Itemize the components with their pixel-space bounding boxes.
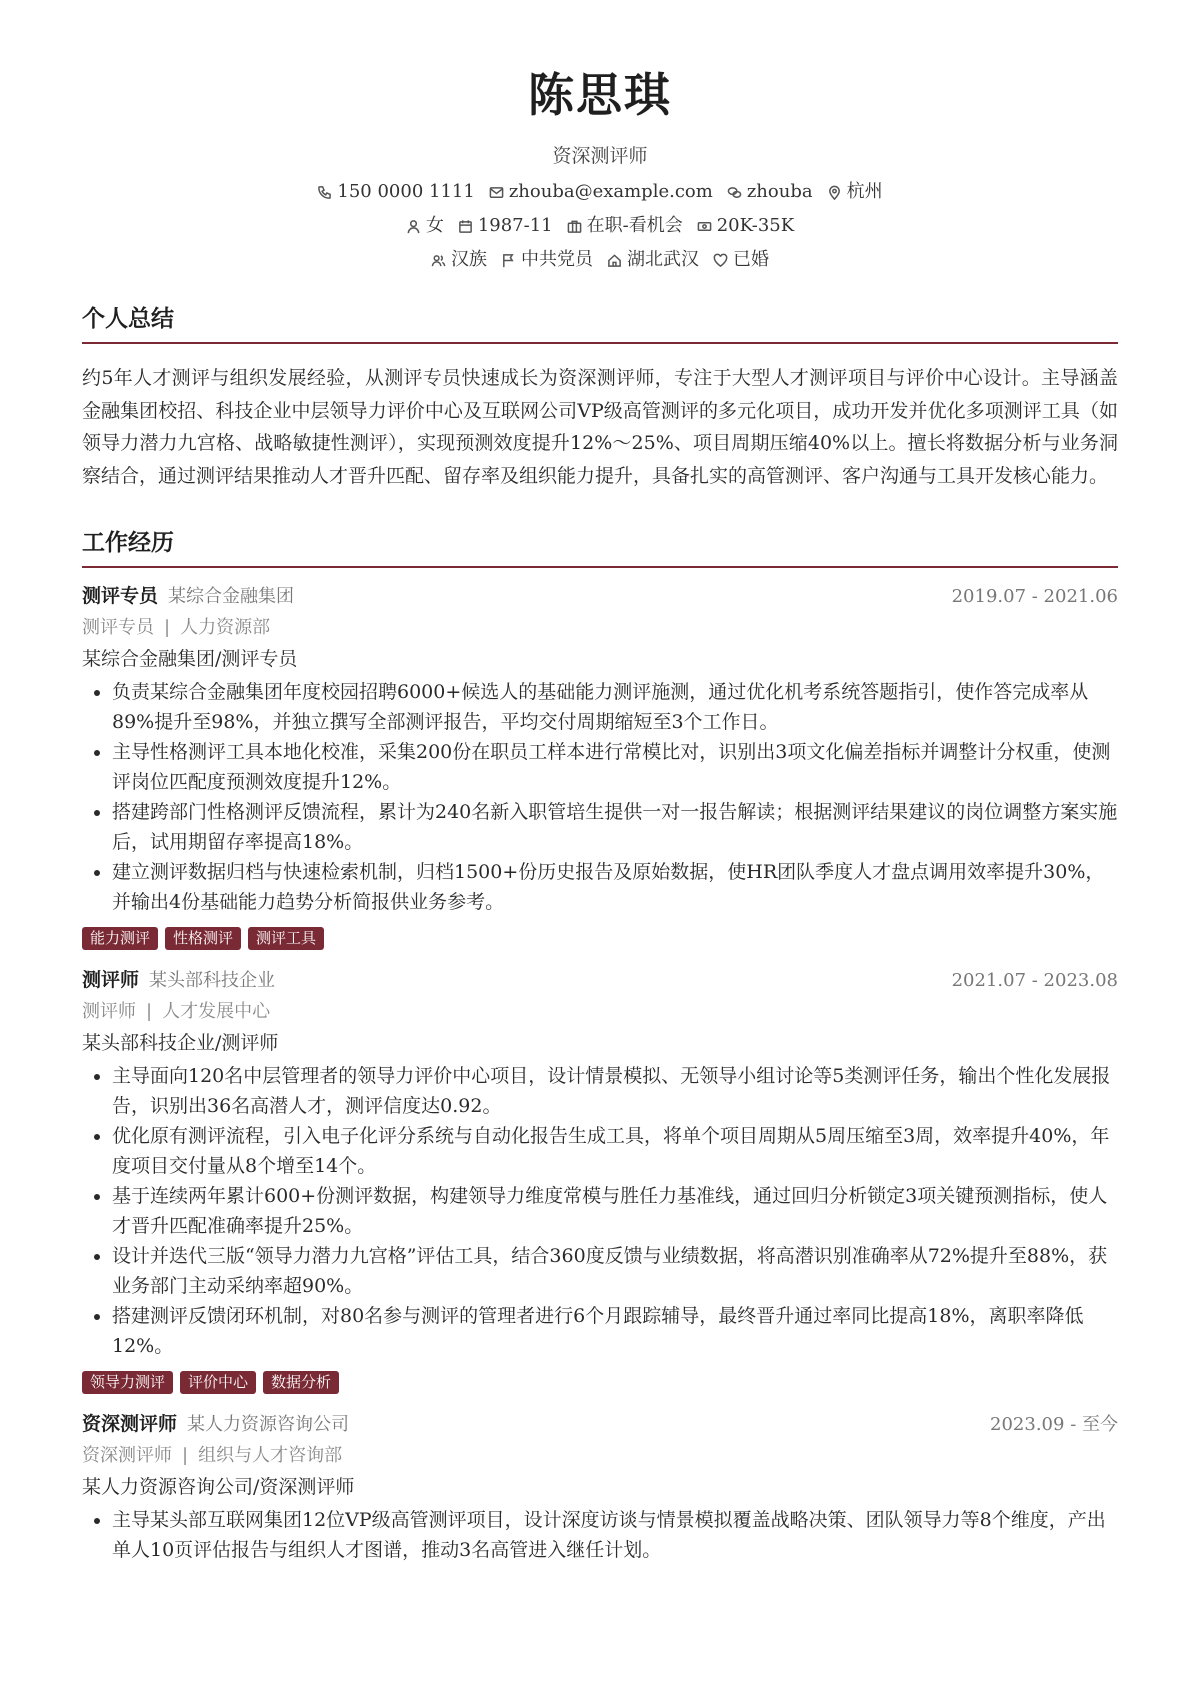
bullet-item: • 搭建跨部门性格测评反馈流程，累计为240名新入职管培生提供一对一报告解读；根据测评结果建议的岗位调整方案实施后，试用期留存率提高18%。 (112, 797, 1118, 857)
job-position: 测评专员 (82, 617, 154, 638)
job-company-role-line: 某人力资源咨询公司/资深测评师 (82, 1476, 355, 1498)
candidate-name: 陈思琪 (528, 68, 672, 122)
job-position: 资深测评师 (82, 1445, 172, 1466)
job-list (82, 582, 1118, 1565)
job-role: 测评师 (82, 969, 140, 991)
summary-section (82, 302, 1118, 492)
job-company-role-line: 某综合金融集团/测评专员 (82, 648, 298, 670)
info-text: 在职-看机会 (586, 215, 683, 236)
job-department: 人才发展中心 (162, 1001, 271, 1022)
job-company: 某人力资源咨询公司 (187, 1414, 350, 1435)
job-entry (82, 966, 1118, 1394)
bullet-item: • 设计并迭代三版“领导力潜力九宫格”评估工具，结合360度反馈与业绩数据，将高潜识别准确率从72%提升至88%，获业务部门主动采纳率超90%。 (112, 1241, 1118, 1301)
info-text: 20K-35K (716, 215, 795, 236)
bullet-item: • 优化原有测评流程，引入电子化评分系统与自动化报告生成工具，将单个项目周期从5周压缩至3周，效率提升40%，年度项目交付量从8个增至14个。 (112, 1121, 1118, 1181)
briefcase-icon (567, 219, 582, 234)
skill-tag: 能力测评 (82, 927, 158, 950)
job-entry (82, 1410, 1118, 1565)
candidate-title: 资深测评师 (552, 145, 648, 167)
section-title-summary: 个人总结 (82, 302, 1118, 344)
info-text: 杭州 (846, 181, 883, 202)
info-item (827, 180, 883, 204)
separator: | (182, 1445, 189, 1466)
job-position: 测评师 (82, 1001, 136, 1022)
background-row (82, 248, 1118, 272)
bullet-item: • 建立测评数据归档与快速检索机制，归档1500+份历史报告及原始数据，使HR团队季度人才盘点调用效率提升30%，并输出4份基础能力趋势分析简报供业务参考。 (112, 857, 1118, 917)
job-tags (82, 1371, 1118, 1394)
info-text: zhouba@example.com (508, 181, 713, 202)
people-icon (431, 253, 446, 268)
wechat-icon (727, 185, 742, 200)
bullet-item: • 主导性格测评工具本地化校准，采集200份在职员工样本进行常模比对，识别出3项文化偏差指标并调整计分权重，使测评岗位匹配度预测效度提升12%。 (112, 737, 1118, 797)
job-bullets (82, 677, 1118, 917)
info-text: zhouba (746, 181, 813, 202)
info-item (567, 214, 683, 238)
info-item (607, 248, 699, 272)
info-item (489, 180, 713, 204)
job-company: 某头部科技企业 (149, 970, 276, 991)
job-department: 组织与人才咨询部 (198, 1445, 343, 1466)
bullet-item: • 基于连续两年累计600+份测评数据，构建领导力维度常模与胜任力基准线，通过回归分析锁定3项关键预测指标，使人才晋升匹配准确率提升25%。 (112, 1181, 1118, 1241)
job-tags (82, 927, 1118, 950)
skill-tag: 测评工具 (248, 927, 324, 950)
heart-icon (713, 253, 728, 268)
bullet-item: • 搭建测评反馈闭环机制，对80名参与测评的管理者进行6个月跟踪辅导，最终晋升通过率同比提高18%，离职率降低12%。 (112, 1301, 1118, 1361)
job-role: 资深测评师 (82, 1413, 178, 1435)
experience-section (82, 526, 1118, 1565)
skill-tag: 性格测评 (165, 927, 241, 950)
info-item (697, 214, 794, 238)
job-company-role-line: 某头部科技企业/测评师 (82, 1032, 279, 1054)
bullet-item: • 主导某头部互联网集团12位VP级高管测评项目，设计深度访谈与情景模拟覆盖战略决策、团队领导力等8个维度，产出单人10页评估报告与组织人才图谱，推动3名高管进入继任计划。 (112, 1505, 1118, 1565)
job-role: 测评专员 (82, 585, 159, 607)
summary-text: 约5年人才测评与组织发展经验，从测评专员快速成长为资深测评师，专注于大型人才测评项目与评价中心设计。主导涵盖金融集团校招、科技企业中层领导力评价中心及互联网公司VP级高管测评的多元化项目，成功开发并优化多项测评工具（如领导力潜力九宫格、战略敏捷性测评），实现预测效度提升12%～25%、项目周期压缩40%以上。擅长将数据分析与业务洞察结合，通过测评结果推动人才晋升匹配、留存率及组织能力提升，具备扎实的高管测评、客户沟通与工具开发核心能力。 (82, 367, 1118, 487)
info-item (431, 248, 487, 272)
info-item (458, 214, 553, 238)
info-item (727, 180, 813, 204)
skill-tag: 数据分析 (263, 1371, 339, 1394)
job-subtitle (82, 1441, 1118, 1471)
phone-icon (317, 185, 332, 200)
contact-row (82, 180, 1118, 204)
money-icon (697, 219, 712, 234)
mail-icon (489, 185, 504, 200)
info-item (713, 248, 769, 272)
job-date: 2021.07 - 2023.08 (951, 970, 1118, 991)
job-subtitle (82, 997, 1118, 1027)
info-item (501, 248, 593, 272)
job-header (82, 1410, 1118, 1439)
info-text: 中共党员 (521, 249, 593, 270)
info-text: 150 0000 1111 (337, 181, 475, 202)
info-text: 女 (425, 215, 444, 236)
job-bullets (82, 1505, 1118, 1565)
person-icon (406, 219, 421, 234)
bullet-item: • 负责某综合金融集团年度校园招聘6000+候选人的基础能力测评施测，通过优化机考系统答题指引，使作答完成率从89%提升至98%，并独立撰写全部测评报告，平均交付周期缩短至3个工作日。 (112, 677, 1118, 737)
resume-header (82, 0, 1118, 272)
job-subtitle (82, 613, 1118, 643)
bullet-item: • 主导面向120名中层管理者的领导力评价中心项目，设计情景模拟、无领导小组讨论等5类测评任务，输出个性化发展报告，识别出36名高潜人才，测评信度达0.92。 (112, 1061, 1118, 1121)
info-text: 湖北武汉 (627, 249, 699, 270)
job-entry (82, 582, 1118, 950)
info-text: 已婚 (733, 249, 769, 270)
section-title-experience: 工作经历 (82, 526, 1118, 568)
job-header (82, 966, 1118, 995)
calendar-icon (458, 219, 473, 234)
flag-icon (501, 253, 516, 268)
separator: | (164, 617, 171, 638)
job-header (82, 582, 1118, 611)
info-item (406, 214, 444, 238)
info-item (317, 180, 474, 204)
job-company: 某综合金融集团 (168, 586, 295, 607)
job-date: 2023.09 - 至今 (990, 1414, 1118, 1435)
info-text: 1987-11 (477, 215, 553, 236)
job-department: 人力资源部 (180, 617, 271, 638)
home-icon (607, 253, 622, 268)
location-icon (827, 185, 842, 200)
job-date: 2019.07 - 2021.06 (951, 586, 1118, 607)
skill-tag: 评价中心 (180, 1371, 256, 1394)
separator: | (146, 1001, 153, 1022)
personal-row (82, 214, 1118, 238)
skill-tag: 领导力测评 (82, 1371, 173, 1394)
job-bullets (82, 1061, 1118, 1361)
info-text: 汉族 (451, 249, 487, 270)
